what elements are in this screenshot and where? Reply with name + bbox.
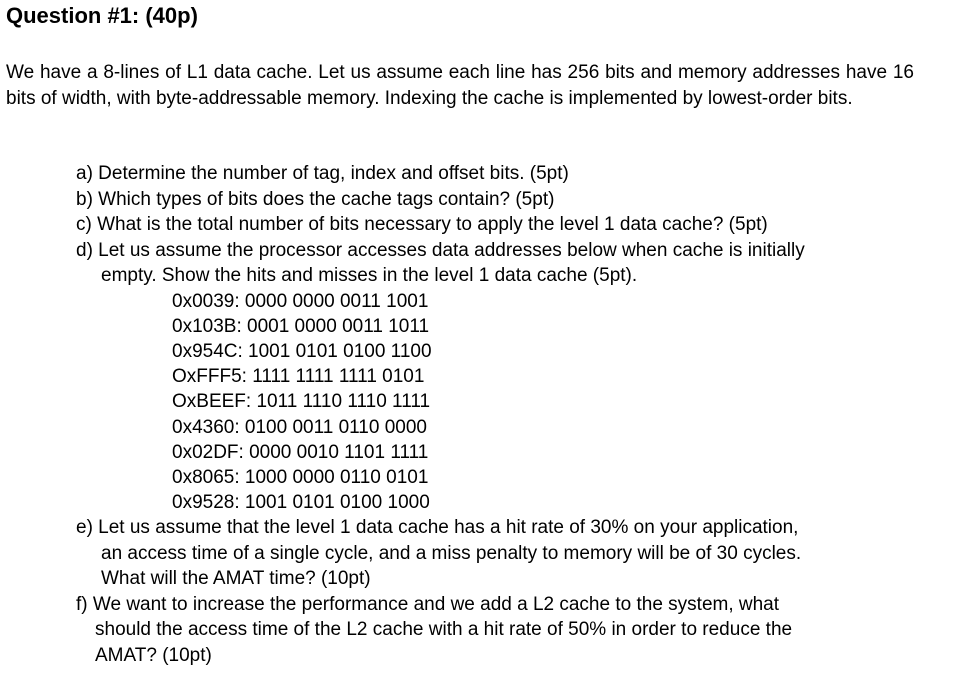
address-item: OxBEEF: 1011 1110 1110 1111 bbox=[172, 391, 431, 413]
question-title: Question #1: (40p) bbox=[6, 3, 198, 28]
part-d-line-1: d) Let us assume the processor accesses data addresses below when cache is initially bbox=[76, 239, 805, 261]
question-intro: We have a 8-lines of L1 data cache. Let us assume each line has 256 bits and memory addresses have 16 bits of width, with byte-addressable memory. Indexing the cache is implemented by lowest-order bits. bbox=[6, 62, 914, 109]
part-e-line-2: an access time of a single cycle, and a miss penalty to memory will be of 30 cycles. bbox=[101, 542, 802, 564]
part-f-line-1: f) We want to increase the performance and we add a L2 cache to the system, what bbox=[76, 593, 780, 615]
part-f bbox=[76, 592, 792, 669]
address-item: 0x8065: 1000 0000 0110 0101 bbox=[172, 466, 429, 488]
part-f-line-2: should the access time of the L2 cache with a hit rate of 50% in order to reduce the bbox=[95, 619, 793, 640]
part-d-line-2: empty. Show the hits and misses in the level 1 data cache (5pt). bbox=[101, 265, 638, 286]
part-b: b) Which types of bits does the cache tags contain? (5pt) bbox=[76, 188, 555, 210]
part-e bbox=[76, 515, 801, 592]
part-e-line-3: What will the AMAT time? (10pt) bbox=[101, 568, 371, 589]
part-c: c) What is the total number of bits necessary to apply the level 1 data cache? (5pt) bbox=[76, 214, 768, 235]
address-item: 0x9528: 1001 0101 0100 1000 bbox=[172, 492, 430, 514]
part-d bbox=[76, 238, 805, 289]
part-e-line-1: e) Let us assume that the level 1 data cache has a hit rate of 30% on your application, bbox=[76, 517, 799, 538]
address-item: 0x954C: 1001 0101 0100 1100 bbox=[172, 340, 432, 362]
address-item: 0x02DF: 0000 0010 1101 1111 bbox=[172, 441, 429, 463]
address-item: OxFFF5: 1111 1111 1111 0101 bbox=[172, 366, 425, 388]
address-list bbox=[172, 289, 432, 516]
part-a: a) Determine the number of tag, index and offset bits. (5pt) bbox=[76, 163, 569, 184]
address-item: 0x0039: 0000 0000 0011 1001 bbox=[172, 290, 429, 312]
address-item: 0x103B: 0001 0000 0011 1011 bbox=[172, 315, 430, 337]
address-item: 0x4360: 0100 0011 0110 0000 bbox=[172, 416, 427, 438]
part-f-line-3: AMAT? (10pt) bbox=[95, 644, 212, 666]
